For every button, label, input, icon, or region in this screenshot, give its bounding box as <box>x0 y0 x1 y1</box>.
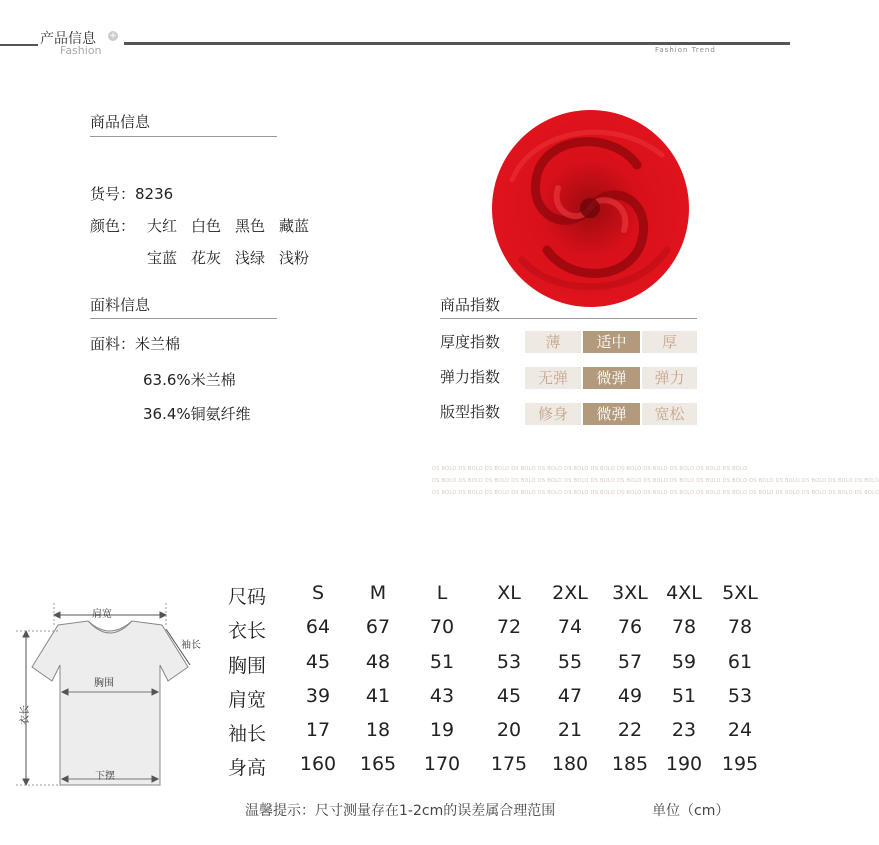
diagram-length-label: 衣长 <box>20 705 31 725</box>
size-cell: 175 <box>490 753 528 775</box>
size-cell: 19 <box>429 719 455 741</box>
size-cell: 165 <box>359 753 397 775</box>
watermark-row-2: DS BOLO DS BOLO DS BOLO DS BOLO DS BOLO DS BOLO DS BOLO DS BOLO DS BOLO DS BOLO DS BOLO DS BOLO DS BOLO DS BOLO DS BOLO DS BOLO DS BOLO <box>432 478 879 484</box>
header-subtitle: Fashion <box>60 44 102 57</box>
fit-option-loose: 宽松 <box>642 403 697 425</box>
size-cell: 45 <box>305 651 331 673</box>
fabric-label: 面料： <box>90 335 136 353</box>
color-3: 黑色 <box>235 217 266 235</box>
garment-diagram <box>10 595 210 795</box>
diagram-sleeve-label: 袖长 <box>181 640 201 651</box>
size-col-header: 3XL <box>612 582 648 604</box>
size-cell: 53 <box>496 651 522 673</box>
product-index-rule <box>440 318 697 319</box>
item-no-value: 8236 <box>135 185 174 203</box>
diagram-shoulder-label: 肩宽 <box>92 609 112 620</box>
header-title: 产品信息 <box>40 31 96 47</box>
size-cell: 59 <box>671 651 697 673</box>
size-cell: 160 <box>299 753 337 775</box>
elasticity-option-slight: 微弹 <box>583 367 640 389</box>
size-cell: 64 <box>305 616 331 638</box>
thickness-option-medium: 适中 <box>583 331 640 353</box>
fabric-info-heading: 面料信息 <box>90 296 151 314</box>
product-index-heading: 商品指数 <box>440 296 501 314</box>
size-cell: 76 <box>617 616 643 638</box>
size-cell: 21 <box>557 719 583 741</box>
size-row-label: 身高 <box>227 757 266 779</box>
color-8: 浅粉 <box>279 249 310 267</box>
color-2: 白色 <box>191 217 222 235</box>
fabric-name: 米兰棉 <box>135 335 181 353</box>
size-cell: 48 <box>365 651 391 673</box>
color-4: 藏蓝 <box>279 217 310 235</box>
size-col-header: 4XL <box>666 582 702 604</box>
color-5: 宝蓝 <box>147 249 178 267</box>
size-cell: 45 <box>496 685 522 707</box>
size-cell: 78 <box>671 616 697 638</box>
product-info-heading: 商品信息 <box>90 113 151 131</box>
product-info-rule <box>90 136 277 137</box>
size-header-label: 尺码 <box>227 586 266 608</box>
color-1: 大红 <box>147 217 178 235</box>
diagram-chest-label: 胸围 <box>94 678 114 689</box>
size-cell: 180 <box>551 753 589 775</box>
size-row-label: 衣长 <box>227 620 266 642</box>
fabric-line <box>90 333 180 354</box>
fit-option-slight: 微弹 <box>583 403 640 425</box>
size-col-header: 2XL <box>552 582 588 604</box>
size-col-header: L <box>436 582 448 604</box>
size-cell: 20 <box>496 719 522 741</box>
size-cell: 70 <box>429 616 455 638</box>
item-no-line <box>90 183 173 204</box>
size-cell: 57 <box>617 651 643 673</box>
size-cell: 74 <box>557 616 583 638</box>
size-cell: 17 <box>305 719 331 741</box>
size-cell: 72 <box>496 616 522 638</box>
elasticity-option-stretch: 弹力 <box>642 367 697 389</box>
thickness-option-thin: 薄 <box>525 331 581 353</box>
size-cell: 18 <box>365 719 391 741</box>
header-right-text: Fashion Trend <box>655 46 716 54</box>
size-col-header: 5XL <box>722 582 758 604</box>
size-cell: 23 <box>671 719 697 741</box>
fit-label: 版型指数 <box>440 403 501 421</box>
elasticity-label: 弹力指数 <box>440 368 501 386</box>
composition-1: 63.6%米兰棉 <box>143 371 236 389</box>
plus-icon: + <box>109 31 117 41</box>
thickness-option-thick: 厚 <box>642 331 697 353</box>
size-table <box>220 582 780 782</box>
size-cell: 41 <box>365 685 391 707</box>
size-cell: 49 <box>617 685 643 707</box>
size-cell: 24 <box>727 719 753 741</box>
size-cell: 47 <box>557 685 583 707</box>
footer-tip: 温馨提示：尺寸测量存在1-2cm的误差属合理范围 <box>245 803 556 819</box>
color-6: 花灰 <box>191 249 222 267</box>
size-col-header: M <box>369 582 387 604</box>
diagram-hem-label: 下摆 <box>95 771 115 782</box>
color-7: 浅绿 <box>235 249 266 267</box>
size-cell: 39 <box>305 685 331 707</box>
size-cell: 51 <box>429 651 455 673</box>
size-cell: 190 <box>665 753 703 775</box>
size-row-label: 胸围 <box>227 655 266 677</box>
item-no-label: 货号： <box>90 185 136 203</box>
header-rule-left <box>0 44 38 46</box>
watermark-row-1: DS BOLO DS BOLO DS BOLO DS BOLO DS BOLO DS BOLO DS BOLO DS BOLO DS BOLO DS BOLO DS BOLO DS BOLO <box>432 466 748 472</box>
size-cell: 51 <box>671 685 697 707</box>
watermark-row-3: DS BOLO DS BOLO DS BOLO DS BOLO DS BOLO DS BOLO DS BOLO DS BOLO DS BOLO DS BOLO DS BOLO DS BOLO DS BOLO DS BOLO DS BOLO DS BOLO DS BOLO <box>432 490 879 496</box>
size-cell: 61 <box>727 651 753 673</box>
size-cell: 55 <box>557 651 583 673</box>
size-cell: 185 <box>611 753 649 775</box>
elasticity-option-none: 无弹 <box>525 367 581 389</box>
fabric-swatch-image <box>492 110 689 307</box>
size-cell: 43 <box>429 685 455 707</box>
size-col-header: S <box>311 582 325 604</box>
size-cell: 22 <box>617 719 643 741</box>
size-cell: 78 <box>727 616 753 638</box>
size-cell: 67 <box>365 616 391 638</box>
size-cell: 53 <box>727 685 753 707</box>
thickness-label: 厚度指数 <box>440 333 501 351</box>
colors-label: 颜色： <box>90 217 136 235</box>
fabric-info-rule <box>90 318 277 319</box>
size-cell: 170 <box>423 753 461 775</box>
footer-unit: 单位（cm） <box>652 803 730 819</box>
header-rule-right <box>124 42 790 45</box>
size-col-header: XL <box>497 582 521 604</box>
size-row-label: 肩宽 <box>227 689 266 711</box>
composition-2: 36.4%铜氨纤维 <box>143 405 251 423</box>
size-row-label: 袖长 <box>227 723 266 745</box>
size-cell: 195 <box>721 753 759 775</box>
fit-option-slim: 修身 <box>525 403 581 425</box>
